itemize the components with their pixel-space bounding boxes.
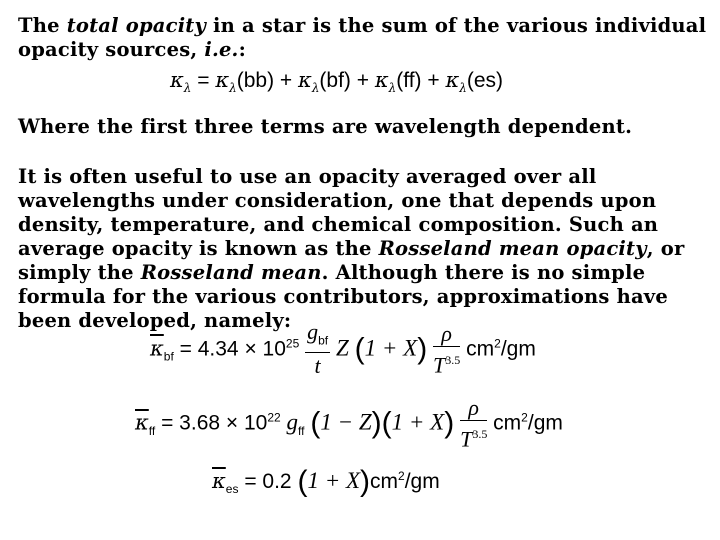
term-bf: (bf): [319, 69, 351, 92]
temperature-t: T: [460, 426, 473, 452]
unit-cm: cm: [493, 411, 522, 435]
equation-total-opacity: $\kappa_\lambda = \kappa_\lambda(bb) + \kappa_\lambda(bf) + \kappa_\lambda(ff) + \kappa_\lambda(es)$: [170, 68, 504, 96]
emphasis-rosseland-mean-opacity: Rosseland mean opacity: [378, 237, 647, 260]
kappa-lambda: $\kappa_\lambda$: [445, 68, 467, 96]
one-plus-x: 1 + X: [364, 335, 418, 361]
metallicity-z: Z: [335, 335, 349, 361]
rho-symbol: ρ: [460, 396, 487, 421]
kappa-bar: $\overline{\kappa}$: [212, 469, 226, 493]
coefficient: = 0.2: [244, 470, 292, 493]
fraction-rho-over-t: [433, 322, 460, 378]
unit-gm: /gm: [404, 470, 440, 493]
kappa-lambda: $\kappa_\lambda$: [170, 68, 192, 96]
fraction-g-over-t: [305, 320, 330, 379]
temperature-exponent: 3.5: [472, 427, 488, 441]
kappa-lambda: $\kappa_\lambda$: [215, 68, 237, 96]
unit-cm: cm: [466, 337, 495, 361]
wavelength-note: Where the first three terms are wavelength dependent.: [18, 115, 633, 138]
term-es: (es): [466, 69, 504, 92]
subscript-es: es: [225, 482, 239, 497]
equation-free-free: [135, 396, 563, 452]
one-plus-x: 1 + X: [307, 468, 361, 493]
temperature-t: T: [433, 351, 446, 377]
denominator: [433, 347, 460, 378]
rosseland-text-end: . Although there is no simple formula for the various contributors, approximations have been developed, namely:: [18, 261, 668, 332]
intro-emphasis-total-opacity: total opacity: [66, 14, 207, 37]
kappa-bar: $\overline{\kappa}$: [150, 336, 164, 361]
exponent: 25: [285, 336, 300, 351]
paren-close: ): [371, 406, 382, 440]
unit-gm: /gm: [500, 337, 536, 361]
paren-close: ): [360, 465, 371, 498]
subscript-bf: bf: [163, 349, 174, 364]
exponent: 22: [267, 410, 281, 425]
kappa-bar: $\overline{\kappa}$: [135, 410, 149, 435]
paren-open: (: [297, 465, 308, 498]
denominator: [460, 421, 487, 452]
numerator: [305, 320, 330, 353]
intro-emphasis-ie: i.e.: [204, 38, 239, 61]
g-subscript: bf: [318, 333, 329, 348]
unit-exponent: 2: [494, 336, 501, 351]
equation-bound-free: [150, 320, 536, 379]
term-bb: (bb): [236, 69, 275, 92]
g-subscript: ff: [298, 423, 305, 438]
coefficient: = 4.34 × 10: [179, 337, 286, 361]
unit-exponent: 2: [521, 410, 528, 425]
paren-close: ): [417, 332, 428, 366]
paren-open: (: [381, 406, 392, 440]
fraction-rho-over-t: [460, 396, 487, 452]
term-ff: (ff): [396, 69, 422, 92]
paren-open: (: [310, 406, 321, 440]
kappa-lambda: $\kappa_\lambda$: [298, 68, 320, 96]
one-plus-x: 1 + X: [391, 409, 445, 435]
denominator-t: t: [314, 353, 321, 379]
intro-paragraph: [18, 14, 708, 62]
kappa-lambda: $\kappa_\lambda$: [374, 68, 397, 96]
rosseland-text: It is often useful to use an opacity averaged over all wavelengths under consideration, one that depends upon density, temperature, and chemical composition. Such an average opacity is known as the: [18, 165, 659, 260]
emphasis-rosseland-mean: Rosseland mean: [140, 261, 322, 284]
one-minus-z: 1 − Z: [320, 409, 372, 435]
subscript-ff: ff: [148, 423, 156, 438]
g-symbol: g: [286, 409, 299, 435]
paren-open: (: [354, 332, 365, 366]
temperature-exponent: 3.5: [445, 352, 461, 367]
rosseland-paragraph: [18, 165, 708, 333]
equals-sign: =: [197, 69, 210, 92]
unit-cm: cm: [370, 470, 399, 493]
equation-electron-scattering: [212, 465, 440, 499]
intro-text: The: [18, 14, 67, 37]
coefficient: = 3.68 × 10: [161, 411, 268, 435]
unit-gm: /gm: [527, 411, 563, 435]
g-symbol: g: [307, 319, 319, 344]
rosseland-text-cont: , or simply the: [18, 237, 685, 284]
paren-close: ): [444, 406, 455, 440]
intro-text-cont: in a star is the sum of the various individual opacity sources,: [18, 14, 707, 61]
rho-symbol: ρ: [433, 322, 460, 347]
unit-exponent: 2: [398, 469, 405, 483]
intro-colon: :: [238, 38, 246, 61]
